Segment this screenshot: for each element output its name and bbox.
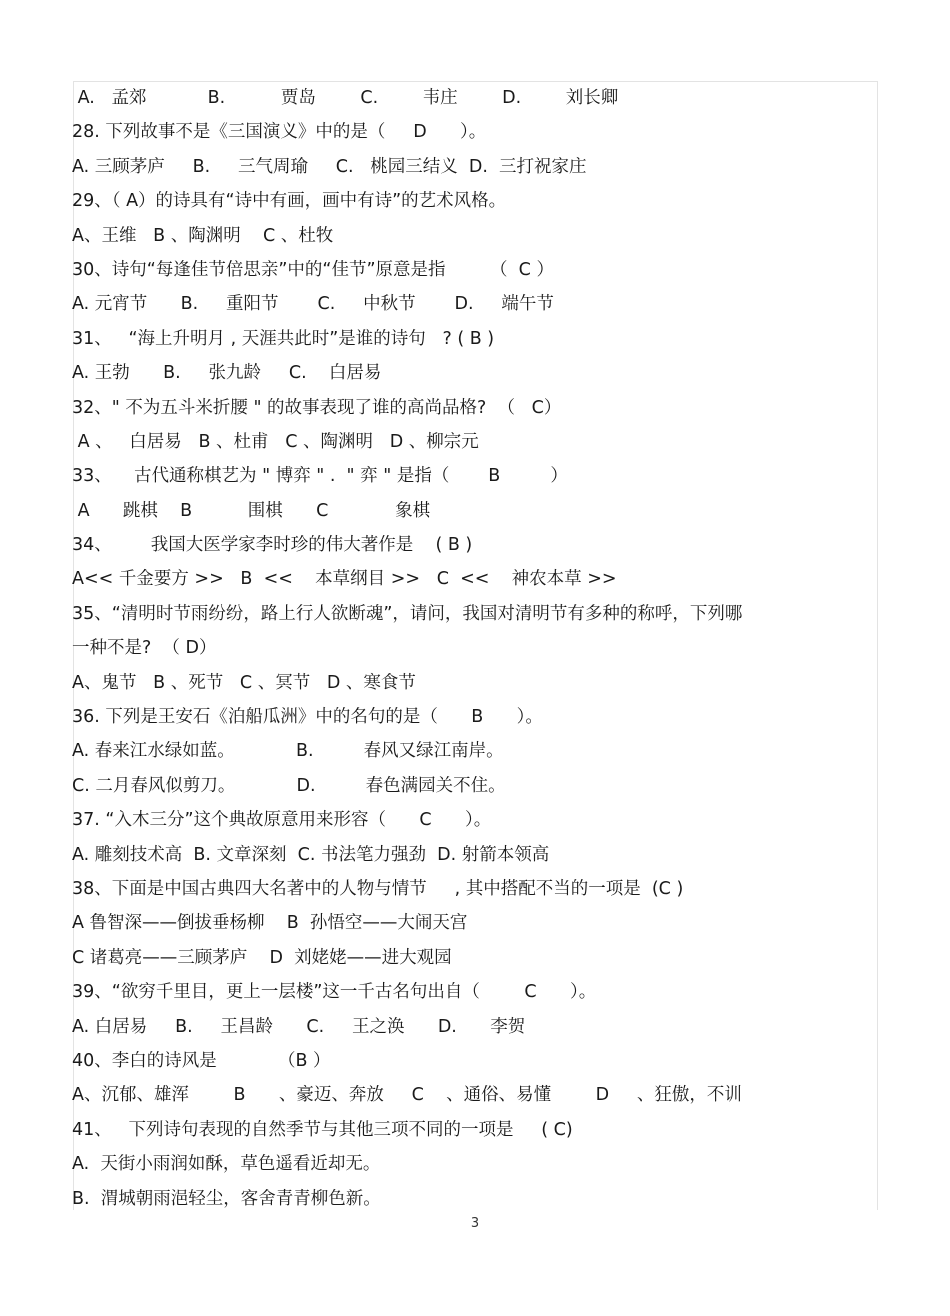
text-line: A. 王勃 B. 张九龄 C. 白居易 <box>72 363 382 384</box>
text-line: A. 孟郊 B. 贾岛 C. 韦庄 D. 刘长卿 <box>72 88 619 108</box>
text-line: A 鲁智深——倒拔垂杨柳 B 孙悟空——大闹天宫 <box>72 913 468 934</box>
text-line: A. 三顾茅庐 B. 三气周瑜 C. 桃园三结义 D. 三打祝家庄 <box>72 156 587 177</box>
text-line: A. 天街小雨润如酥，草色遥看近却无。 <box>72 1154 381 1175</box>
text-line: 35、“清明时节雨纷纷，路上行人欲断魂”，请问，我国对清明节有多种的称呼，下列哪 <box>72 603 743 624</box>
text-line: A. 雕刻技术高 B. 文章深刻 C. 书法笔力强劲 D. 射箭本领高 <box>72 844 550 865</box>
text-line: 29、（ A）的诗具有“诗中有画，画中有诗”的艺术风格。 <box>72 191 507 212</box>
text-line: A. 春来江水绿如蓝。 B. 春风又绿江南岸。 <box>72 741 504 762</box>
text-line: 37. “入木三分”这个典故原意用来形容（ C ）。 <box>72 810 492 831</box>
document-body <box>72 81 878 1216</box>
text-line: 31、 “海上升明月 , 天涯共此时”是谁的诗句 ? ( B ) <box>72 328 495 349</box>
text-line: 34、 我国大医学家李时珍的伟大著作是 ( B ) <box>72 535 473 556</box>
text-line: 36. 下列是王安石《泊船瓜洲》中的名句的是（ B ）。 <box>72 707 543 728</box>
text-line: 41、 下列诗句表现的自然季节与其他三项不同的一项是 ( C) <box>72 1119 573 1140</box>
text-line: A、沉郁、雄浑 B 、豪迈、奔放 C 、通俗、易懂 D 、狂傲，不训 <box>72 1085 742 1106</box>
text-line: C 诸葛亮——三顾茅庐 D 刘姥姥——进大观园 <box>72 947 452 968</box>
text-line: 28. 下列故事不是《三国演义》中的是（ D ）。 <box>72 122 487 143</box>
text-line: A. 元宵节 B. 重阳节 C. 中秋节 D. 端午节 <box>72 294 554 315</box>
text-line: A、鬼节 B 、死节 C 、冥节 D 、寒食节 <box>72 672 416 693</box>
text-line: A 跳棋 B 围棋 C 象棋 <box>72 500 431 521</box>
text-line: A 、 白居易 B 、杜甫 C 、陶渊明 D 、柳宗元 <box>72 431 479 452</box>
text-line: 32、" 不为五斗米折腰 " 的故事表现了谁的高尚品格? （ C） <box>72 397 562 418</box>
page-number: 3 <box>470 1216 480 1231</box>
text-line: A、王维 B 、陶渊明 C 、杜牧 <box>72 225 334 246</box>
text-line: 30、诗句“每逢佳节倍思亲”中的“佳节”原意是指 （ C ） <box>72 259 554 280</box>
text-line: 38、下面是中国古典四大名著中的人物与情节 , 其中搭配不当的一项是 (C ) <box>72 878 684 899</box>
text-line: B. 渭城朝雨浥轻尘，客舍青青柳色新。 <box>72 1188 381 1209</box>
text-line: A<< 千金要方 >> B << 本草纲目 >> C << 神农本草 >> <box>72 569 617 590</box>
text-line: 一种不是? （ D） <box>72 638 217 659</box>
text-line: 39、“欲穷千里目，更上一层楼”这一千古名句出自（ C ）。 <box>72 982 597 1003</box>
text-line: C. 二月春风似剪刀。 D. 春色满园关不住。 <box>72 775 506 796</box>
text-line: 40、李白的诗风是 （B ） <box>72 1050 331 1071</box>
text-line: 33、 古代通称棋艺为 " 博弈 " . " 弈 " 是指（ B ） <box>72 466 568 487</box>
text-line: A. 白居易 B. 王昌龄 C. 王之涣 D. 李贺 <box>72 1016 526 1037</box>
